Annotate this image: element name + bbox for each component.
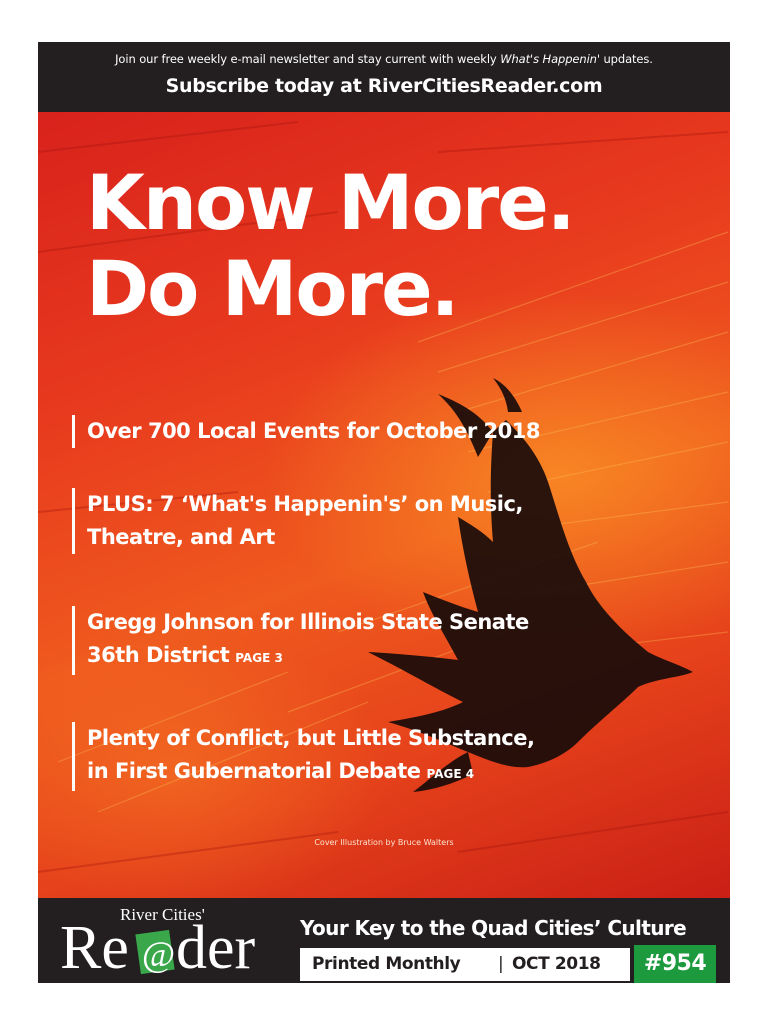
footer-masthead [38,900,730,983]
publication-frequency: Printed Monthly [312,954,461,974]
headline-line-2: Do More. [86,244,458,333]
story-title-line: PLUS: 7 ‘What's Happenin's’ on Music, [87,492,523,516]
story-title-line: in First Gubernatorial Debate [87,759,421,783]
cover-illustration [38,112,730,898]
page-reference: PAGE 4 [426,767,475,781]
story-teaser-gregg-johnson[interactable] [72,606,529,675]
newsletter-banner [38,42,730,110]
story-teaser-whats-happenin[interactable] [72,488,523,554]
logo-at-text: @ [142,934,176,974]
magazine-cover [38,42,730,983]
headline-line-1: Know More. [86,158,574,247]
issue-date: OCT 2018 [512,954,601,974]
cover-headline [86,160,574,332]
story-teaser-gubernatorial-debate[interactable] [72,722,534,791]
logo-der-text: der [176,914,256,980]
issue-info-box [300,948,630,981]
issue-number-badge: #954 [634,945,716,983]
tagline: Your Key to the Quad Cities’ Culture [300,916,687,940]
story-title-line: 36th District [87,643,230,667]
story-title-line: Plenty of Conflict, but Little Substance, [87,726,535,750]
separator: | [498,954,504,974]
subscribe-link[interactable]: Subscribe today at RiverCitiesReader.com [165,75,603,97]
story-title-line: Theatre, and Art [87,525,275,549]
logo-small-text: River Cities' [120,905,205,924]
river-cities-reader-logo[interactable] [58,898,288,980]
page-reference: PAGE 3 [235,651,283,665]
story-title-line: Gregg Johnson for Illinois State Senate [87,610,529,634]
illustration-credit: Cover Illustration by Bruce Walters [314,838,454,847]
story-title-line: Over 700 Local Events for October 2018 [87,419,540,443]
newsletter-text: Join our free weekly e-mail newsletter and stay current with weekly What's Happenin' updates. [115,52,653,66]
logo-re-text: Re [60,914,129,980]
story-teaser-events[interactable] [72,415,540,448]
